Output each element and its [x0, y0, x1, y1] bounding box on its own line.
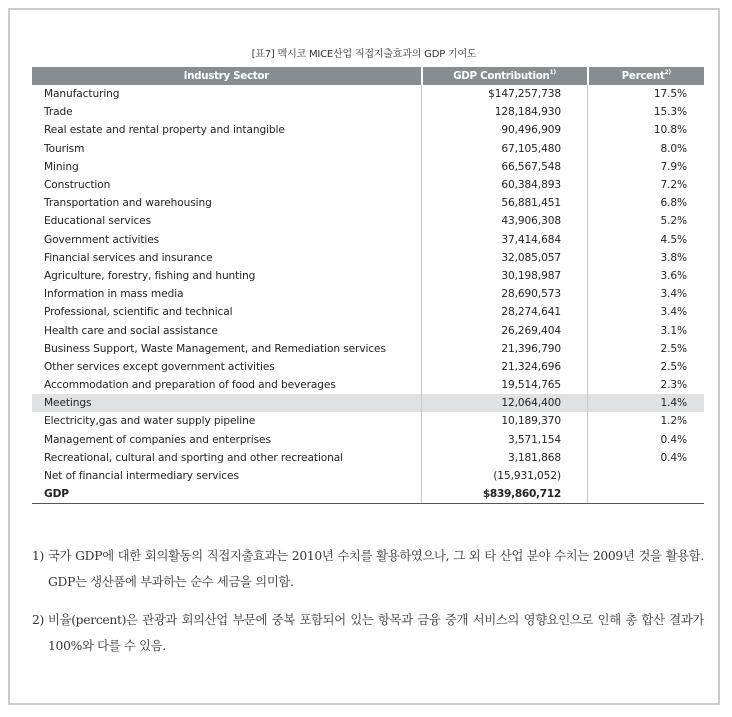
percent-cell: 3.1% [588, 321, 705, 339]
sector-cell: Financial services and insurance [44, 251, 213, 264]
gdp-value-cell: 128,184,930 [422, 103, 588, 121]
table-row [32, 394, 704, 412]
gdp-value-cell: 12,064,400 [422, 394, 588, 412]
gdp-value-cell: 3,181,868 [422, 449, 588, 467]
table-row [32, 449, 704, 467]
sector-cell: Transportation and warehousing [44, 197, 212, 210]
document-frame [8, 8, 720, 705]
gdp-value-cell: 43,906,308 [422, 212, 588, 230]
table-row [32, 303, 704, 321]
percent-cell: 7.2% [588, 176, 705, 194]
total-row [32, 485, 704, 504]
sector-cell: Agriculture, forestry, fishing and hunting [44, 269, 256, 282]
percent-cell: 8.0% [588, 140, 705, 158]
sector-cell: Net of financial intermediary services [44, 470, 239, 483]
gdp-value-cell: 19,514,765 [422, 376, 588, 394]
sector-cell: GDP [32, 485, 422, 504]
gdp-value-cell: $839,860,712 [422, 485, 588, 504]
sector-cell: Trade [44, 106, 73, 119]
footnote [32, 543, 704, 595]
sector-cell: Educational services [44, 215, 152, 228]
percent-cell: 3.6% [588, 267, 705, 285]
table-header-row [32, 67, 704, 85]
table-row [32, 231, 704, 249]
table-row [32, 358, 704, 376]
percent-cell: 3.8% [588, 249, 705, 267]
gdp-value-cell: 26,269,404 [422, 321, 588, 339]
gdp-value-cell: 21,396,790 [422, 340, 588, 358]
sector-cell: Other services except government activities [44, 360, 275, 373]
sector-cell: Electricity,gas and water supply pipeline [44, 415, 256, 428]
table-row [32, 85, 704, 103]
percent-cell: 5.2% [588, 212, 705, 230]
table-row [32, 285, 704, 303]
percent-cell: 1.4% [588, 394, 705, 412]
percent-cell: 4.5% [588, 231, 705, 249]
footnote [32, 607, 704, 659]
sector-cell: Recreational, cultural and sporting and other recreational [44, 451, 344, 464]
gdp-value-cell: 28,690,573 [422, 285, 588, 303]
sector-cell: Manufacturing [44, 88, 120, 101]
gdp-value-cell: 3,571,154 [422, 431, 588, 449]
percent-cell: 0.4% [588, 431, 705, 449]
table-row [32, 121, 704, 139]
gdp-value-cell: 10,189,370 [422, 412, 588, 430]
footnote-number: 1) [32, 549, 45, 563]
gdp-value-cell: (15,931,052) [422, 467, 588, 485]
gdp-value-cell: 60,384,893 [422, 176, 588, 194]
percent-cell: 6.8% [588, 194, 705, 212]
gdp-value-cell: 32,085,057 [422, 249, 588, 267]
gdp-value-cell: 30,198,987 [422, 267, 588, 285]
sector-cell: Health care and social assistance [44, 324, 218, 337]
gdp-value-cell: 37,414,684 [422, 231, 588, 249]
sector-cell: Business Support, Waste Management, and Remediation services [44, 342, 386, 355]
percent-cell: 3.4% [588, 303, 705, 321]
header-gdp-contribution: GDP Contribution$^{1)}$ [422, 67, 588, 85]
percent-cell: 17.5% [588, 85, 705, 103]
percent-cell [588, 485, 705, 504]
table-row [32, 249, 704, 267]
gdp-value-cell: 66,567,548 [422, 158, 588, 176]
percent-cell [588, 467, 705, 485]
gdp-value-cell: 67,105,480 [422, 140, 588, 158]
sector-cell: Government activities [44, 233, 160, 246]
gdp-value-cell: 56,881,451 [422, 194, 588, 212]
gdp-value-cell: $147,257,738 [422, 85, 588, 103]
sector-cell: Real estate and rental property and intangible [44, 124, 285, 137]
sector-cell: Mining [44, 160, 79, 173]
percent-cell: 7.9% [588, 158, 705, 176]
table-row [32, 103, 704, 121]
percent-cell: 2.5% [588, 358, 705, 376]
gdp-table [32, 67, 704, 504]
sector-cell: Information in mass media [44, 288, 184, 301]
table-body [32, 85, 704, 504]
percent-cell: 2.3% [588, 376, 705, 394]
footnote-number: 2) [32, 613, 45, 627]
footnote-ref-2: 2) [664, 69, 671, 76]
percent-cell: 1.2% [588, 412, 705, 430]
header-percent: Percent$^{2)}$ [588, 67, 705, 85]
gdp-value-cell: 90,496,909 [422, 121, 588, 139]
sector-cell: Construction [44, 179, 111, 192]
table-row [32, 267, 704, 285]
table-row [32, 140, 704, 158]
table-row [32, 158, 704, 176]
gdp-value-cell: 28,274,641 [422, 303, 588, 321]
table-row [32, 176, 704, 194]
table-row [32, 212, 704, 230]
percent-cell: 15.3% [588, 103, 705, 121]
sector-cell: Meetings [32, 394, 422, 412]
sector-cell: Tourism [44, 142, 85, 155]
gdp-value-cell: 21,324,696 [422, 358, 588, 376]
table-row [32, 431, 704, 449]
percent-cell: 2.5% [588, 340, 705, 358]
table-row [32, 467, 704, 485]
table-row [32, 340, 704, 358]
table-caption: [표7] 멕시코 MICE산업 직접지출효과의 GDP 기여도 [251, 49, 477, 60]
footnotes [32, 543, 704, 671]
footnote-ref-1: 1) [549, 69, 556, 76]
table-row [32, 321, 704, 339]
footnote-text: 국가 GDP에 대한 회의활동의 직접지출효과는 2010년 수치를 활용하였으나, 그 외 타 산업 분야 수치는 2009년 것을 활용함. GDP는 생산품에 부과하는 순수 세금을 의미함. [48, 549, 704, 589]
percent-cell: 3.4% [588, 285, 705, 303]
sector-cell: Accommodation and preparation of food and beverages [44, 379, 336, 392]
table-row [32, 412, 704, 430]
percent-cell: 10.8% [588, 121, 705, 139]
header-industry-sector: Industry Sector [32, 67, 422, 85]
footnote-text: 비율(percent)은 관광과 회의산업 부문에 중복 포함되어 있는 항목과 금융 중개 서비스의 영향요인으로 인해 총 합산 결과가 100%와 다를 수 있음. [48, 613, 704, 653]
percent-cell: 0.4% [588, 449, 705, 467]
sector-cell: Management of companies and enterprises [44, 433, 271, 446]
sector-cell: Professional, scientific and technical [44, 306, 233, 319]
table-row [32, 376, 704, 394]
table-row [32, 194, 704, 212]
